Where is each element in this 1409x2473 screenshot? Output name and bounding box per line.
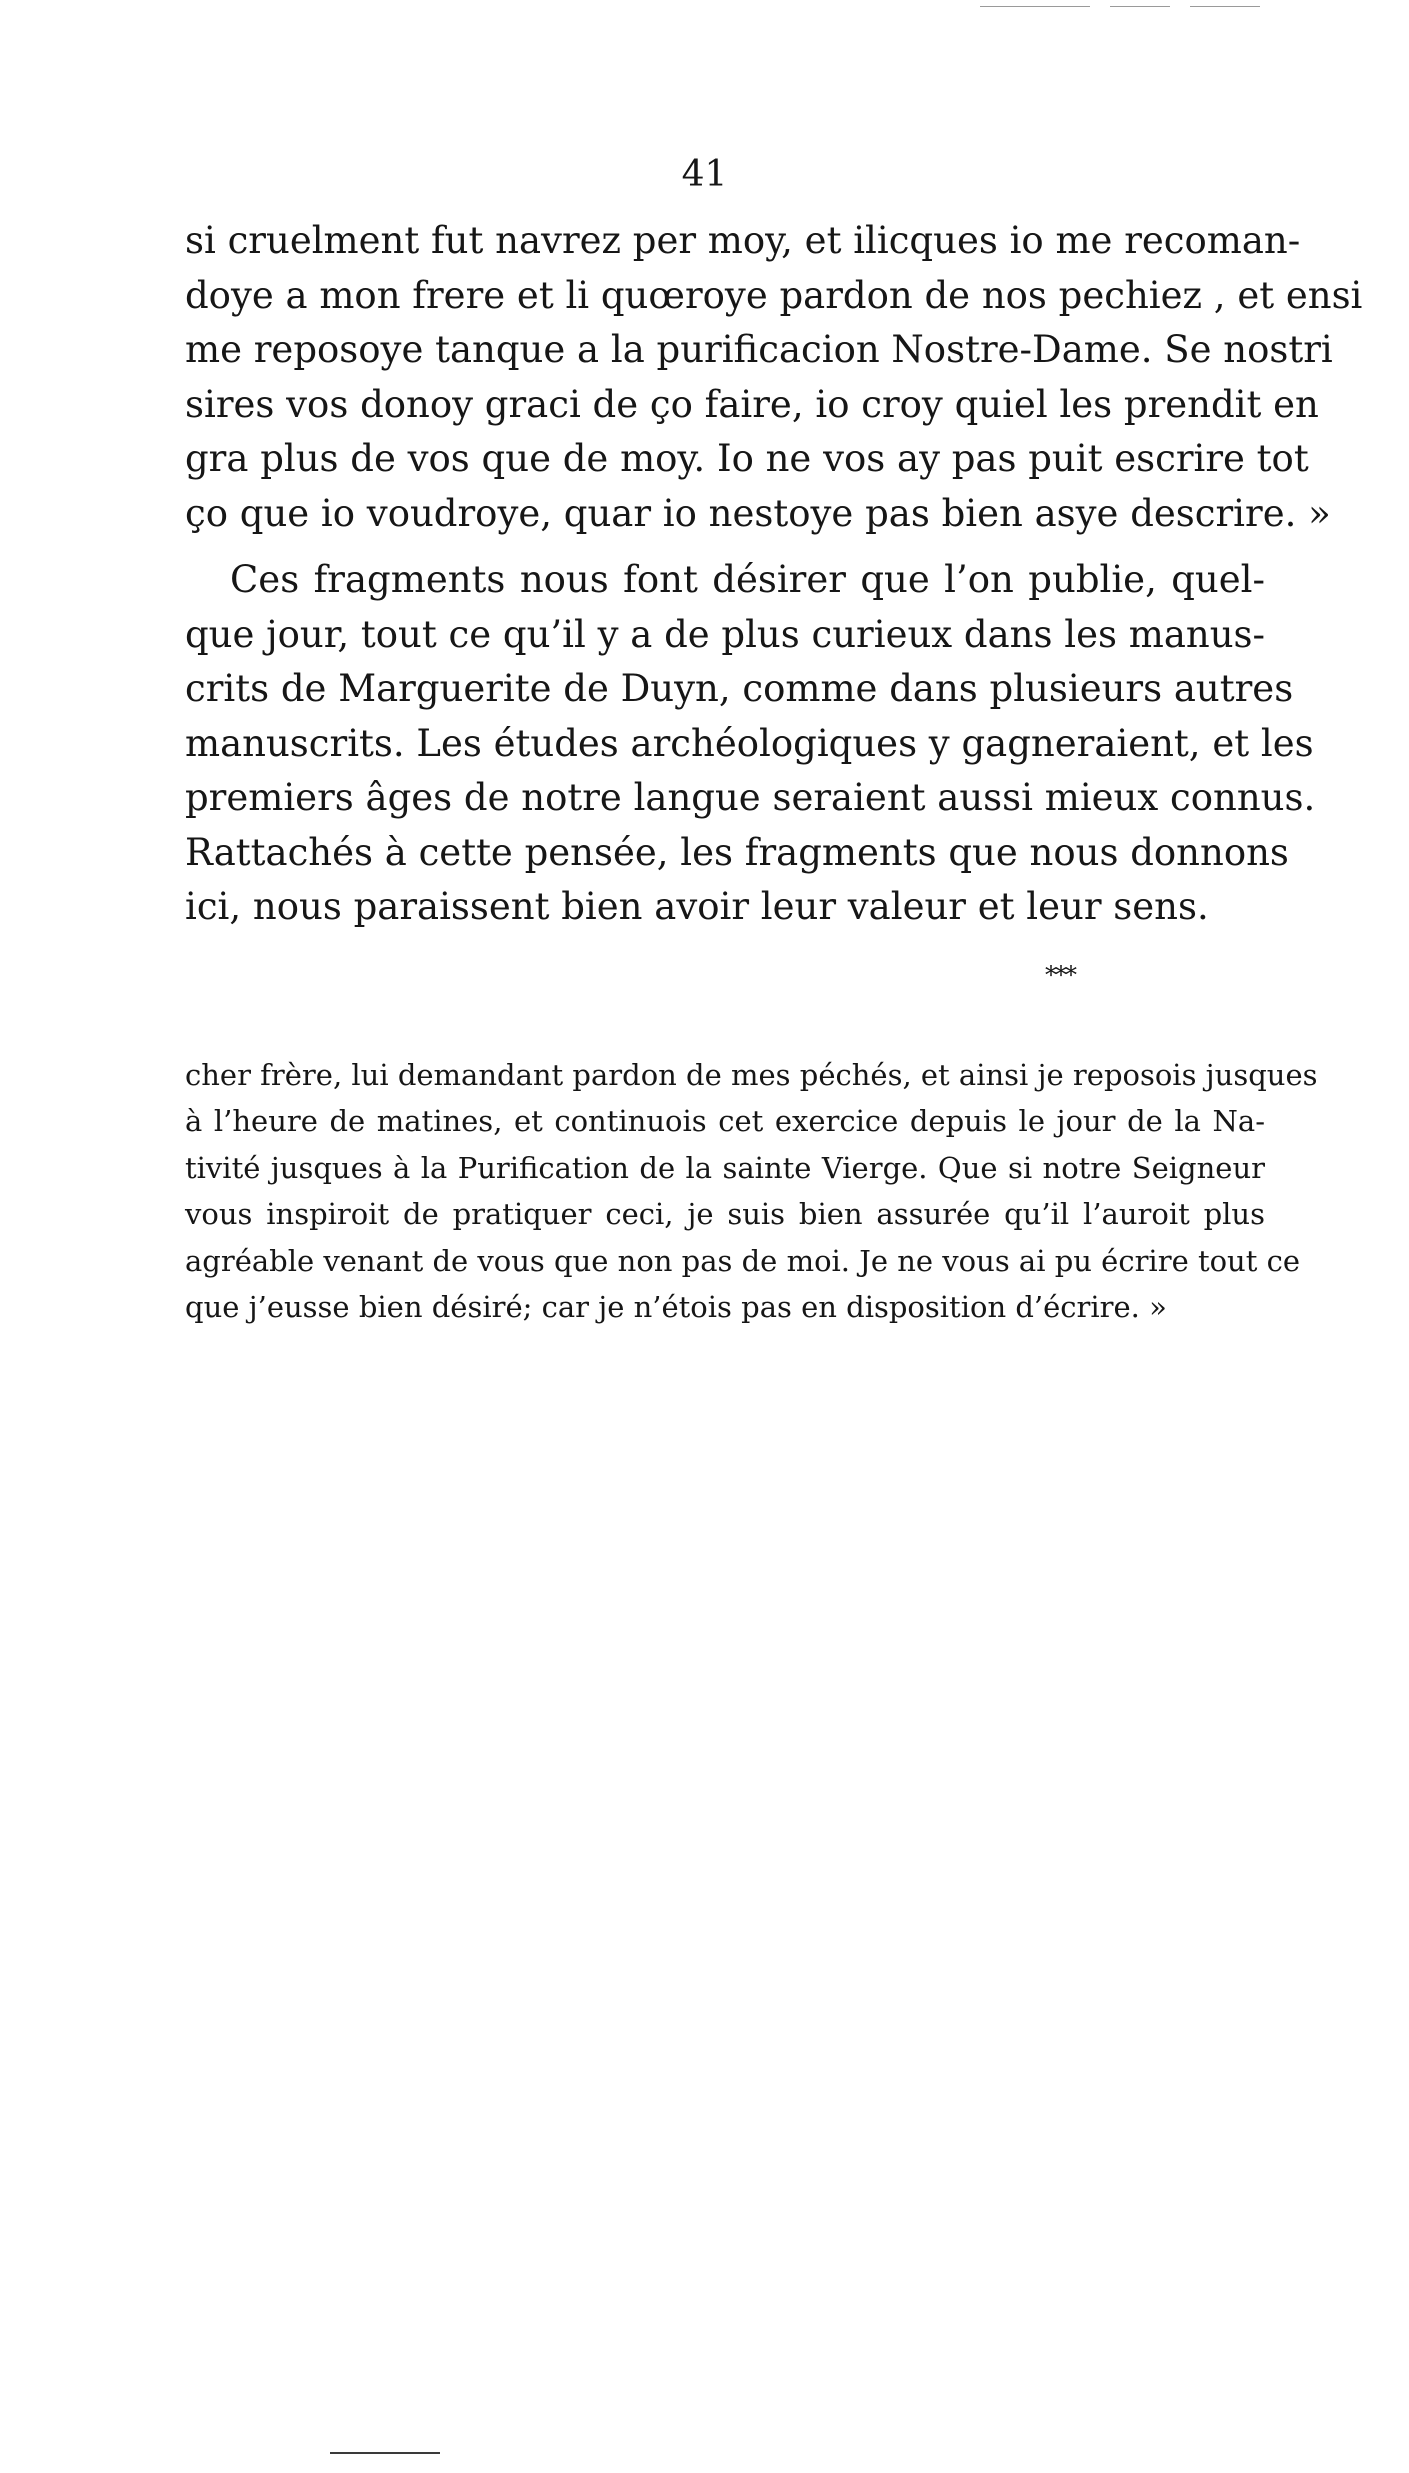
page-number: 41 xyxy=(681,154,728,195)
text-line: Rattachés à cette pensée, les fragments que nous donnons xyxy=(185,830,1289,874)
text-line: crits de Marguerite de Duyn, comme dans plusieurs autres xyxy=(185,667,1294,710)
asterism-signature: *** xyxy=(1045,961,1075,989)
text-line: me reposoye tanque a la purificacion Nostre-Dame. Se nostri xyxy=(185,328,1333,371)
text-line: Ces fragments nous font désirer que l’on publie, quel- xyxy=(230,558,1265,601)
main-text xyxy=(185,214,1363,935)
footnote-line: à l’heure de matines, et continuois cet exercice depuis le jour de la Na- xyxy=(185,1104,1265,1139)
footnote-line: cher frère, lui demandant pardon de mes péchés, et ainsi je reposois jusques xyxy=(185,1058,1318,1092)
text-line: si cruelment fut navrez per moy, et ilicques io me recoman- xyxy=(185,219,1301,262)
footnote-line: agréable venant de vous que non pas de moi. Je ne vous ai pu écrire tout ce xyxy=(185,1243,1301,1278)
text-line: gra plus de vos que de moy. Io ne vos ay pas puit escrire tot xyxy=(185,437,1309,480)
footnote-line: tivité jusques à la Purification de la sainte Vierge. Que si notre Seigneur xyxy=(185,1150,1265,1185)
bottom-edge-rule xyxy=(330,2452,440,2454)
text-line: doye a mon frere et li quœroye pardon de nos pechiez , et ensi xyxy=(185,273,1363,317)
footnote-translation xyxy=(185,1052,1318,1330)
paragraph-commentary xyxy=(185,553,1316,935)
footnote-line: vous inspiroit de pratiquer ceci, je suis bien assurée qu’il l’auroit plus xyxy=(185,1197,1265,1232)
text-line: manuscrits. Les études archéologiques y gagneraient, et les xyxy=(185,721,1314,765)
text-line: sires vos donoy graci de ço faire, io croy quiel les prendit en xyxy=(185,382,1319,426)
footnote-line: que j’eusse bien désiré; car je n’étois pas en disposition d’écrire. » xyxy=(185,1290,1167,1325)
top-edge-rule-2 xyxy=(1110,6,1170,7)
top-edge-rule-3 xyxy=(1190,6,1260,7)
text-line: ici, nous paraissent bien avoir leur valeur et leur sens. xyxy=(185,885,1209,928)
text-line: premiers âges de notre langue seraient aussi mieux connus. xyxy=(185,776,1316,819)
text-line: ço que io voudroye, quar io nestoye pas bien asye descrire. » xyxy=(185,491,1331,535)
top-edge-rule-1 xyxy=(980,6,1090,7)
text-line: que jour, tout ce qu’il y a de plus curieux dans les manus- xyxy=(185,612,1266,656)
paragraph-quotation-end xyxy=(185,214,1363,541)
